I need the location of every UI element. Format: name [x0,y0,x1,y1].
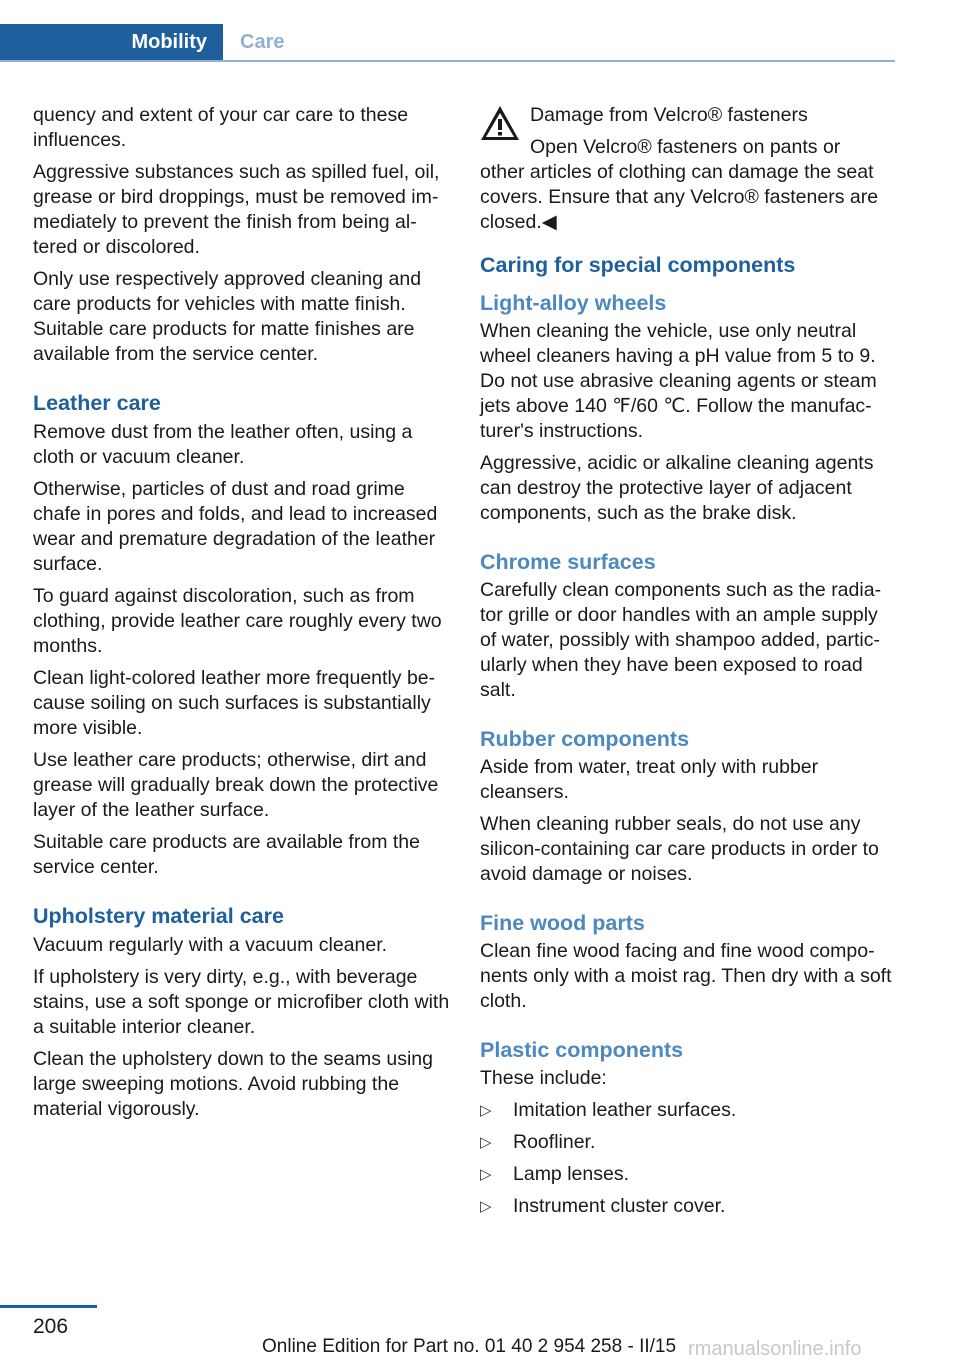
heading-leather-care: Leather care [33,391,161,415]
paragraph: Aggressive substances such as spilled fuel, oil, grease or bird droppings, must be removed immediately to prevent the finish from being altered or discolored. [33,161,440,258]
paragraph: When cleaning rubber seals, do not use any silicon-containing car care products in order to avoid damage or noises. [480,813,879,885]
warning-text: other articles of clothing can damage the seat covers. Ensure that any Velcro® fasteners are closed.◀ [480,161,879,233]
heading-rubber-components: Rubber components [480,727,690,751]
paragraph: Otherwise, particles of dust and road grime chafe in pores and folds, and lead to increased wear and premature degradation of the leather surface. [33,478,438,575]
paragraph: When cleaning the vehicle, use only neutral wheel cleaners having a pH value from 5 to 9. Do not use abrasive cleaning agents or steam jets above 140 ℉/60 ℃. Follow the manufacturer's instructions. [480,320,877,442]
list-item: ▷ Lamp lenses. [480,1163,629,1185]
heading-plastic-components: Plastic components [480,1038,684,1062]
heading-upholstery-care: Upholstery material care [33,904,284,928]
watermark: rmanualsonline.info [688,1338,862,1360]
paragraph: Clean the upholstery down to the seams using large sweeping motions. Avoid rubbing the material vigorously. [33,1048,433,1120]
triangle-bullet-icon: ▷ [480,1198,492,1215]
warning-title: Damage from Velcro® fasteners [530,104,808,126]
paragraph: These include: [480,1067,607,1089]
paragraph: Use leather care products; otherwise, dirt and grease will gradually break down the protective layer of the leather surface. [33,749,439,821]
warning-block [480,103,895,235]
bullet-list [480,1098,895,1219]
paragraph: Vacuum regularly with a vacuum cleaner. [33,934,388,956]
left-column [33,103,451,1129]
paragraph: Aggressive, acidic or alkaline cleaning agents can destroy the protective layer of adjacent components, such as the brake disk. [480,452,874,524]
warning-triangle-icon [480,105,520,141]
footer-divider [0,1305,97,1308]
paragraph: Carefully clean components such as the radiator grille or door handles with an ample supply of water, possibly with shampoo added, particularly when they have been exposed to road salt. [480,579,882,701]
edition-note: Online Edition for Part no. 01 40 2 954 258 - II/15 [262,1336,677,1357]
paragraph: Suitable care products are available from the service center. [33,831,420,878]
warning-text-line: Open Velcro® fasteners on pants or [530,136,841,158]
paragraph: To guard against discoloration, such as from clothing, provide leather care roughly every two months. [33,585,442,657]
paragraph: Clean light-colored leather more frequently because soiling on such surfaces is substantially more visible. [33,667,436,739]
triangle-bullet-icon: ▷ [480,1134,492,1151]
heading-chrome-surfaces: Chrome surfaces [480,550,656,574]
paragraph: Remove dust from the leather often, using a cloth or vacuum cleaner. [33,421,413,468]
list-item: ▷ Imitation leather surfaces. [480,1099,737,1121]
tab-care[interactable]: Care [240,31,285,53]
page-number: 206 [33,1315,69,1338]
triangle-bullet-icon: ▷ [480,1166,492,1183]
tab-mobility[interactable]: Mobility [0,24,223,61]
paragraph: Only use respectively approved cleaning and care products for vehicles with matte finish. Suitable care products for matte finishes are available from the service center. [33,268,422,365]
list-item: ▷ Roofliner. [480,1131,596,1153]
paragraph: Aside from water, treat only with rubber cleansers. [480,756,819,803]
heading-special-components: Caring for special components [480,253,796,277]
page-header [0,0,895,64]
heading-fine-wood-parts: Fine wood parts [480,911,645,935]
triangle-bullet-icon: ▷ [480,1102,492,1119]
paragraph: Clean fine wood facing and fine wood components only with a moist rag. Then dry with a soft cloth. [480,940,892,1012]
right-column [480,103,895,1226]
list-item: ▷ Instrument cluster cover. [480,1195,726,1217]
paragraph: quency and extent of your car care to these influences. [33,104,409,151]
header-divider [0,60,895,62]
heading-light-alloy-wheels: Light-alloy wheels [480,291,667,315]
paragraph: If upholstery is very dirty, e.g., with beverage stains, use a soft sponge or microfiber cloth with a suitable interior cleaner. [33,966,450,1038]
